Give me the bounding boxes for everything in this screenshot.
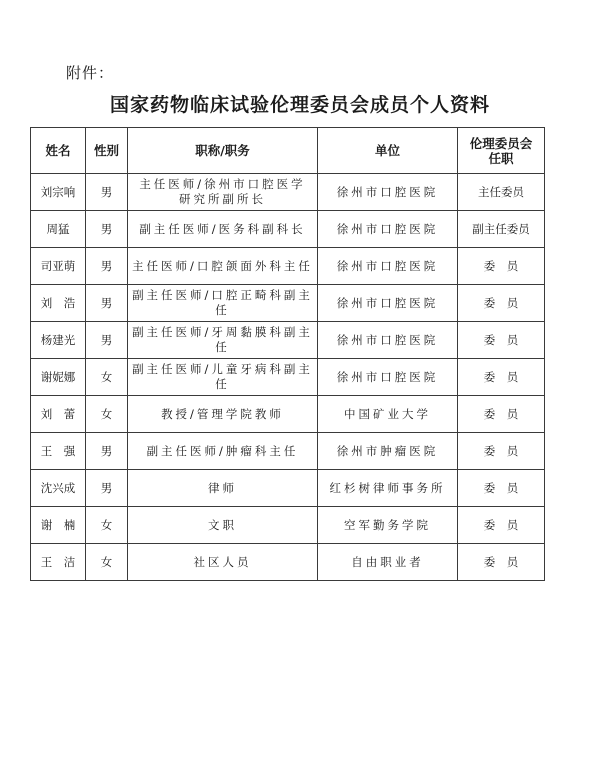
cell-role: 委 员: [458, 248, 545, 285]
cell-role: 主任委员: [458, 174, 545, 211]
cell-role: 副主任委员: [458, 211, 545, 248]
document-title: 国家药物临床试验伦理委员会成员个人资料: [109, 94, 490, 116]
cell-name: 王 强: [31, 433, 86, 470]
table-row: [31, 285, 545, 322]
cell-name: 杨建光: [31, 322, 86, 359]
cell-gender: 男: [86, 285, 128, 322]
cell-gender: 男: [86, 470, 128, 507]
cell-name: 刘 蕾: [31, 396, 86, 433]
table-row: [31, 359, 545, 396]
table-row: [31, 470, 545, 507]
cell-title: 社区人员: [128, 544, 318, 581]
cell-role: 委 员: [458, 322, 545, 359]
table-row: [31, 174, 545, 211]
cell-name: 谢 楠: [31, 507, 86, 544]
cell-gender: 女: [86, 396, 128, 433]
cell-unit: 中国矿业大学: [318, 396, 458, 433]
cell-gender: 男: [86, 433, 128, 470]
table-row: [31, 211, 545, 248]
cell-title: 律师: [128, 470, 318, 507]
table-row: [31, 322, 545, 359]
cell-name: 刘 浩: [31, 285, 86, 322]
cell-gender: 男: [86, 322, 128, 359]
cell-title: 副主任医师/口腔正畸科副主任: [128, 285, 318, 322]
cell-title: 主任医师/徐州市口腔医学 研究所副所长: [128, 174, 318, 211]
cell-gender: 男: [86, 211, 128, 248]
column-header-name: 姓名: [31, 128, 86, 174]
cell-title: 主任医师/口腔颌面外科主任: [128, 248, 318, 285]
cell-unit: 徐州市口腔医院: [318, 174, 458, 211]
cell-gender: 女: [86, 507, 128, 544]
table-row: [31, 396, 545, 433]
cell-title: 副主任医师/肿瘤科主任: [128, 433, 318, 470]
cell-name: 王 洁: [31, 544, 86, 581]
cell-title: 文职: [128, 507, 318, 544]
cell-gender: 女: [86, 544, 128, 581]
table-row: [31, 248, 545, 285]
cell-unit: 红杉树律师事务所: [318, 470, 458, 507]
cell-unit: 徐州市口腔医院: [318, 248, 458, 285]
cell-gender: 女: [86, 359, 128, 396]
cell-unit: 徐州市口腔医院: [318, 211, 458, 248]
cell-name: 周猛: [31, 211, 86, 248]
table-row: [31, 544, 545, 581]
cell-role: 委 员: [458, 285, 545, 322]
cell-gender: 男: [86, 174, 128, 211]
cell-role: 委 员: [458, 470, 545, 507]
cell-gender: 男: [86, 248, 128, 285]
cell-role: 委 员: [458, 433, 545, 470]
table-header-row: [31, 128, 545, 174]
cell-unit: 徐州市口腔医院: [318, 359, 458, 396]
cell-unit: 空军勤务学院: [318, 507, 458, 544]
table-row: [31, 507, 545, 544]
cell-name: 沈兴成: [31, 470, 86, 507]
cell-unit: 徐州市口腔医院: [318, 322, 458, 359]
table-row: [31, 433, 545, 470]
column-header-title: 职称/职务: [128, 128, 318, 174]
cell-title: 副主任医师/医务科副科长: [128, 211, 318, 248]
table-body: [31, 174, 545, 581]
cell-title: 教授/管理学院教师: [128, 396, 318, 433]
cell-role: 委 员: [458, 359, 545, 396]
cell-unit: 徐州市肿瘤医院: [318, 433, 458, 470]
cell-name: 刘宗响: [31, 174, 86, 211]
annex-label: 附件：: [66, 64, 115, 82]
cell-role: 委 员: [458, 507, 545, 544]
member-table: [30, 127, 545, 581]
cell-unit: 自由职业者: [318, 544, 458, 581]
column-header-role: 伦理委员会任职: [458, 128, 545, 174]
cell-role: 委 员: [458, 544, 545, 581]
cell-name: 司亚萌: [31, 248, 86, 285]
cell-title: 副主任医师/牙周黏膜科副主任: [128, 322, 318, 359]
cell-title: 副主任医师/儿童牙病科副主任: [128, 359, 318, 396]
column-header-gender: 性别: [86, 128, 128, 174]
cell-unit: 徐州市口腔医院: [318, 285, 458, 322]
column-header-unit: 单位: [318, 128, 458, 174]
cell-role: 委 员: [458, 396, 545, 433]
cell-name: 谢妮娜: [31, 359, 86, 396]
